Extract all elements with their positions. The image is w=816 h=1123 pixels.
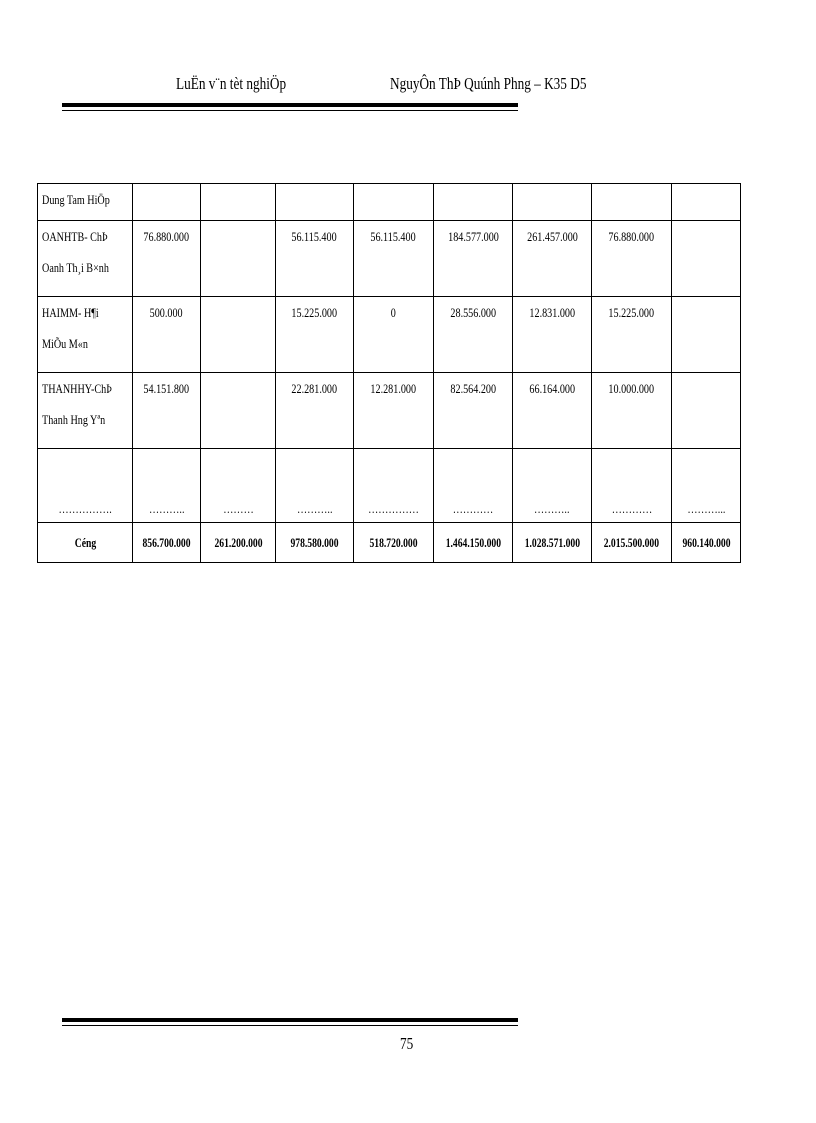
amount-cell [354,184,434,221]
amount-cell [672,373,741,449]
total-row [38,523,741,563]
total-amount-cell: 2.015.500.000 [592,523,672,563]
total-amount-cell: 1.464.150.000 [434,523,513,563]
amount-cell [133,184,201,221]
amount-cell [513,184,592,221]
table-row [38,297,741,373]
header-rule-thick [62,103,518,107]
total-amount-cell: 518.720.000 [354,523,434,563]
amount-cell: 22.281.000 [276,373,354,449]
table-row [38,221,741,297]
row-name-cell: OANHTB- ChÞ Oanh Th¸i B×nh [38,221,133,297]
amount-cell [201,297,276,373]
total-amount-cell: 1.028.571.000 [513,523,592,563]
table-row [38,373,741,449]
total-amount-cell: 960.140.000 [672,523,741,563]
amount-cell: 56.115.400 [354,221,434,297]
total-label: Céng [38,523,133,563]
total-amount-cell: 978.580.000 [276,523,354,563]
amount-cell [592,184,672,221]
row-name-cell: HAIMM- H¶i MiÕu M«n [38,297,133,373]
table-row-placeholder [38,449,741,523]
amount-cell: 184.577.000 [434,221,513,297]
total-amount-cell: 856.700.000 [133,523,201,563]
amount-cell [672,184,741,221]
amount-cell: 12.281.000 [354,373,434,449]
dotted-cell: ………… [592,449,672,523]
row-name-cell: THANHHY-ChÞ Thanh Hng Yªn [38,373,133,449]
amount-cell: 56.115.400 [276,221,354,297]
amount-cell [276,184,354,221]
dotted-cell: ……….. [133,449,201,523]
ledger-table [37,183,741,563]
amount-cell [672,221,741,297]
row-name-cell: Dung Tam HiÖp [38,184,133,221]
amount-cell [201,184,276,221]
table-row [38,184,741,221]
amount-cell: 54.151.800 [133,373,201,449]
amount-cell [201,373,276,449]
footer-rule-thick [62,1018,518,1022]
header-thesis-title: LuËn v¨n tèt nghiÖp [176,74,287,93]
dotted-cell: ……….. [513,449,592,523]
dotted-cell: ………... [672,449,741,523]
amount-cell: 12.831.000 [513,297,592,373]
dotted-cell: ……………. [38,449,133,523]
amount-cell [201,221,276,297]
amount-cell [672,297,741,373]
header-rule-thin [62,110,518,111]
dotted-cell: ……… [201,449,276,523]
amount-cell [434,184,513,221]
amount-cell: 28.556.000 [434,297,513,373]
amount-cell: 76.880.000 [592,221,672,297]
dotted-cell: ………… [434,449,513,523]
amount-cell: 261.457.000 [513,221,592,297]
amount-cell: 82.564.200 [434,373,513,449]
amount-cell: 76.880.000 [133,221,201,297]
header-author: NguyÔn ThÞ Quúnh Phng – K35 D5 [390,74,587,93]
amount-cell: 66.164.000 [513,373,592,449]
page-number: 75 [400,1034,414,1053]
amount-cell: 15.225.000 [592,297,672,373]
dotted-cell: …………… [354,449,434,523]
footer-rule-thin [62,1025,518,1026]
amount-cell: 500.000 [133,297,201,373]
total-amount-cell: 261.200.000 [201,523,276,563]
amount-cell: 0 [354,297,434,373]
amount-cell: 15.225.000 [276,297,354,373]
dotted-cell: ……….. [276,449,354,523]
amount-cell: 10.000.000 [592,373,672,449]
